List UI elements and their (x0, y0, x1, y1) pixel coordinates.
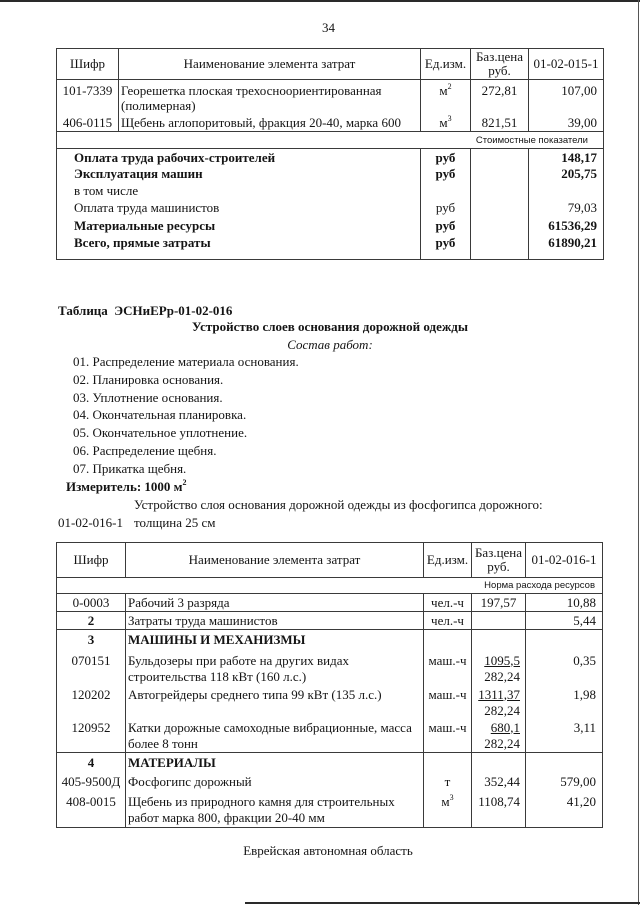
row-name: Щебень аглопоритовый, фракция 20-40, марка 600 (119, 114, 421, 132)
row-name-line2: (полимерная) (121, 98, 196, 113)
empty-cell (526, 752, 603, 772)
row-value: 39,00 (529, 114, 604, 132)
row-value: 1,98 (526, 685, 603, 719)
cost-label: Материальные ресурсы (57, 218, 421, 235)
cost-row (57, 200, 604, 218)
header-base-price-line2: руб. (488, 63, 511, 78)
cost-price-empty (471, 200, 529, 218)
cost-row (57, 183, 604, 200)
cost-section-header (57, 132, 604, 149)
material-row (57, 772, 603, 792)
cost-value: 61890,21 (529, 235, 604, 259)
row-base-price (472, 685, 526, 719)
row-name (126, 719, 424, 753)
group-code: 4 (57, 752, 126, 772)
machine-row (57, 650, 603, 685)
variant-code: 01-02-016-1 (58, 515, 123, 530)
header-name: Наименование элемента затрат (126, 543, 424, 578)
row-code: 120202 (57, 685, 126, 719)
row-value: 5,44 (526, 612, 603, 630)
cost-value: 205,75 (529, 166, 604, 183)
table-header-row (57, 49, 604, 80)
header-base-price-line2: руб. (487, 559, 510, 574)
cost-unit: руб (421, 235, 471, 259)
material-row (57, 792, 603, 827)
cost-unit: руб (421, 166, 471, 183)
page-footer: Еврейская автономная область (243, 843, 413, 858)
machine-row (57, 685, 603, 719)
row-unit: маш.-ч (424, 650, 472, 685)
empty-cell (472, 752, 526, 772)
empty-cell (472, 630, 526, 650)
row-base-price: 1108,74 (472, 792, 526, 827)
header-base-price-line1: Баз.цена (474, 545, 523, 560)
machine-price: 1095,5 (484, 652, 520, 668)
composition-label: Состав работ: (287, 337, 373, 352)
cost-price-empty (471, 218, 529, 235)
row-code: 101-7339 (57, 80, 119, 114)
row-name-line1: Георешетка плоская трехосноориентированная (121, 83, 382, 98)
row-base-price: 352,44 (472, 772, 526, 792)
machine-labor-price: 282,24 (484, 702, 520, 718)
row-name-line2: строительства 118 кВт (160 л.с.) (128, 668, 307, 684)
machine-price: 680,1 (490, 719, 520, 735)
work-item: 02. Планировка основания. (73, 372, 224, 387)
row-name (126, 650, 424, 685)
row-code: 120952 (57, 719, 126, 753)
row-code: 408-0015 (57, 792, 126, 827)
work-item: 04. Окончательная планировка. (73, 407, 247, 422)
cost-label: Оплата труда машинистов (57, 200, 421, 218)
row-name (126, 685, 424, 719)
row-code: 0-0003 (57, 594, 126, 612)
header-code: Шифр (57, 49, 119, 80)
row-name-line1: Катки дорожные самоходные вибрационные, масса (128, 719, 412, 735)
norm-section-header (57, 578, 603, 594)
row-name-line1: Щебень из природного камня для строительных (128, 794, 395, 809)
row-value: 41,20 (526, 792, 603, 827)
machine-price: 1311,37 (478, 686, 520, 702)
row-name-line1: Бульдозеры при работе на других видах (128, 652, 350, 668)
page-number: 34 (322, 20, 335, 35)
group-row-machines (57, 630, 603, 650)
header-base-price (471, 49, 529, 80)
header-norm-code: 01-02-016-1 (526, 543, 603, 578)
cost-label: Эксплуатация машин (57, 166, 421, 183)
empty-cell (526, 630, 603, 650)
row-name-line2: работ марка 800, фракции 20-40 мм (128, 810, 325, 825)
cost-price-empty (471, 166, 529, 183)
cost-price-empty (471, 183, 529, 200)
cost-unit (421, 183, 471, 200)
row-base-price (472, 650, 526, 685)
row-name: Затраты труда машинистов (126, 612, 424, 630)
row-code: 406-0115 (57, 114, 119, 132)
row-unit: маш.-ч (424, 719, 472, 753)
cost-value: 61536,29 (529, 218, 604, 235)
row-name (126, 792, 424, 827)
table-row (57, 612, 603, 630)
machine-labor-price: 282,24 (484, 668, 520, 684)
empty-cell (424, 630, 472, 650)
cost-label: Всего, прямые затраты (57, 235, 421, 259)
row-unit: маш.-ч (424, 685, 472, 719)
scan-edge-top (0, 0, 640, 2)
cost-row (57, 235, 604, 259)
header-base-price-line1: Баз.цена (475, 49, 524, 64)
row-value: 0,35 (526, 650, 603, 685)
cost-value (529, 183, 604, 200)
row-value: 579,00 (526, 772, 603, 792)
table-row (57, 80, 604, 114)
table-id-heading: Таблица ЭСНиЕРр-01-02-016 (58, 303, 233, 318)
row-value: 10,88 (526, 594, 603, 612)
work-item: 07. Прикатка щебня. (73, 461, 187, 476)
header-base-price (472, 543, 526, 578)
cost-label: Оплата труда рабочих-строителей (57, 149, 421, 167)
row-unit: $м^3$ (424, 792, 472, 827)
row-name-line2: более 8 тонн (128, 735, 198, 751)
header-name: Наименование элемента затрат (119, 49, 421, 80)
cost-price-empty (471, 235, 529, 259)
row-unit: чел.-ч (424, 612, 472, 630)
row-value: 3,11 (526, 719, 603, 753)
row-base-price: 821,51 (471, 114, 529, 132)
row-code: 070151 (57, 650, 126, 685)
group-code: 3 (57, 630, 126, 650)
cost-row (57, 166, 604, 183)
cost-value: 148,17 (529, 149, 604, 167)
norm-section-label: Норма расхода ресурсов (57, 578, 603, 594)
section-title: Устройство слоев основания дорожной одежды (191, 319, 469, 334)
header-norm-code: 01-02-015-1 (529, 49, 604, 80)
table-row (57, 114, 604, 132)
row-base-price (472, 612, 526, 630)
group-row-materials (57, 752, 603, 772)
row-name (119, 80, 421, 114)
scan-edge-bottom (245, 902, 640, 904)
row-name-line1: Автогрейдеры среднего типа 99 кВт (135 л.с.) (128, 686, 382, 702)
row-base-price (472, 719, 526, 753)
resource-table-01-02-015 (56, 48, 604, 260)
work-item: 06. Распределение щебня. (73, 443, 217, 458)
row-code: 405-9500Д (57, 772, 126, 792)
cost-row (57, 149, 604, 167)
machine-row (57, 719, 603, 753)
row-base-price: 272,81 (471, 80, 529, 114)
row-unit: $м^3$ (421, 114, 471, 132)
machine-labor-price: 282,24 (484, 735, 520, 751)
cost-price-empty (471, 149, 529, 167)
row-unit: чел.-ч (424, 594, 472, 612)
cost-row (57, 218, 604, 235)
row-base-price: 197,57 (472, 594, 526, 612)
header-unit: Ед.изм. (424, 543, 472, 578)
table-row (57, 594, 603, 612)
header-unit: Ед.изм. (421, 49, 471, 80)
cost-section-label: Стоимостные показатели (57, 132, 604, 149)
cost-unit: руб (421, 149, 471, 167)
work-description: Устройство слоя основания дорожной одежды из фосфогипса дорожного: (134, 497, 543, 512)
row-unit: $м^2$ (421, 80, 471, 114)
variant-text: толщина 25 см (134, 515, 216, 530)
group-title: МАТЕРИАЛЫ (126, 752, 424, 772)
row-name: Рабочий 3 разряда (126, 594, 424, 612)
row-name: Фосфогипс дорожный (126, 772, 424, 792)
row-unit: т (424, 772, 472, 792)
table-header-row (57, 543, 603, 578)
cost-value: 79,03 (529, 200, 604, 218)
work-item: 01. Распределение материала основания. (73, 354, 299, 369)
cost-unit: руб (421, 218, 471, 235)
empty-cell (424, 752, 472, 772)
work-item: 03. Уплотнение основания. (73, 390, 223, 405)
measure-unit: Измеритель: 1000 $м^2$ (66, 478, 187, 494)
scan-edge-right (638, 0, 639, 905)
cost-label: в том числе (57, 183, 421, 200)
cost-unit: руб (421, 200, 471, 218)
header-code: Шифр (57, 543, 126, 578)
work-item: 05. Окончательное уплотнение. (73, 425, 248, 440)
row-code: 2 (57, 612, 126, 630)
resource-table-01-02-016 (56, 542, 603, 828)
row-value: 107,00 (529, 80, 604, 114)
group-title: МАШИНЫ И МЕХАНИЗМЫ (126, 630, 424, 650)
